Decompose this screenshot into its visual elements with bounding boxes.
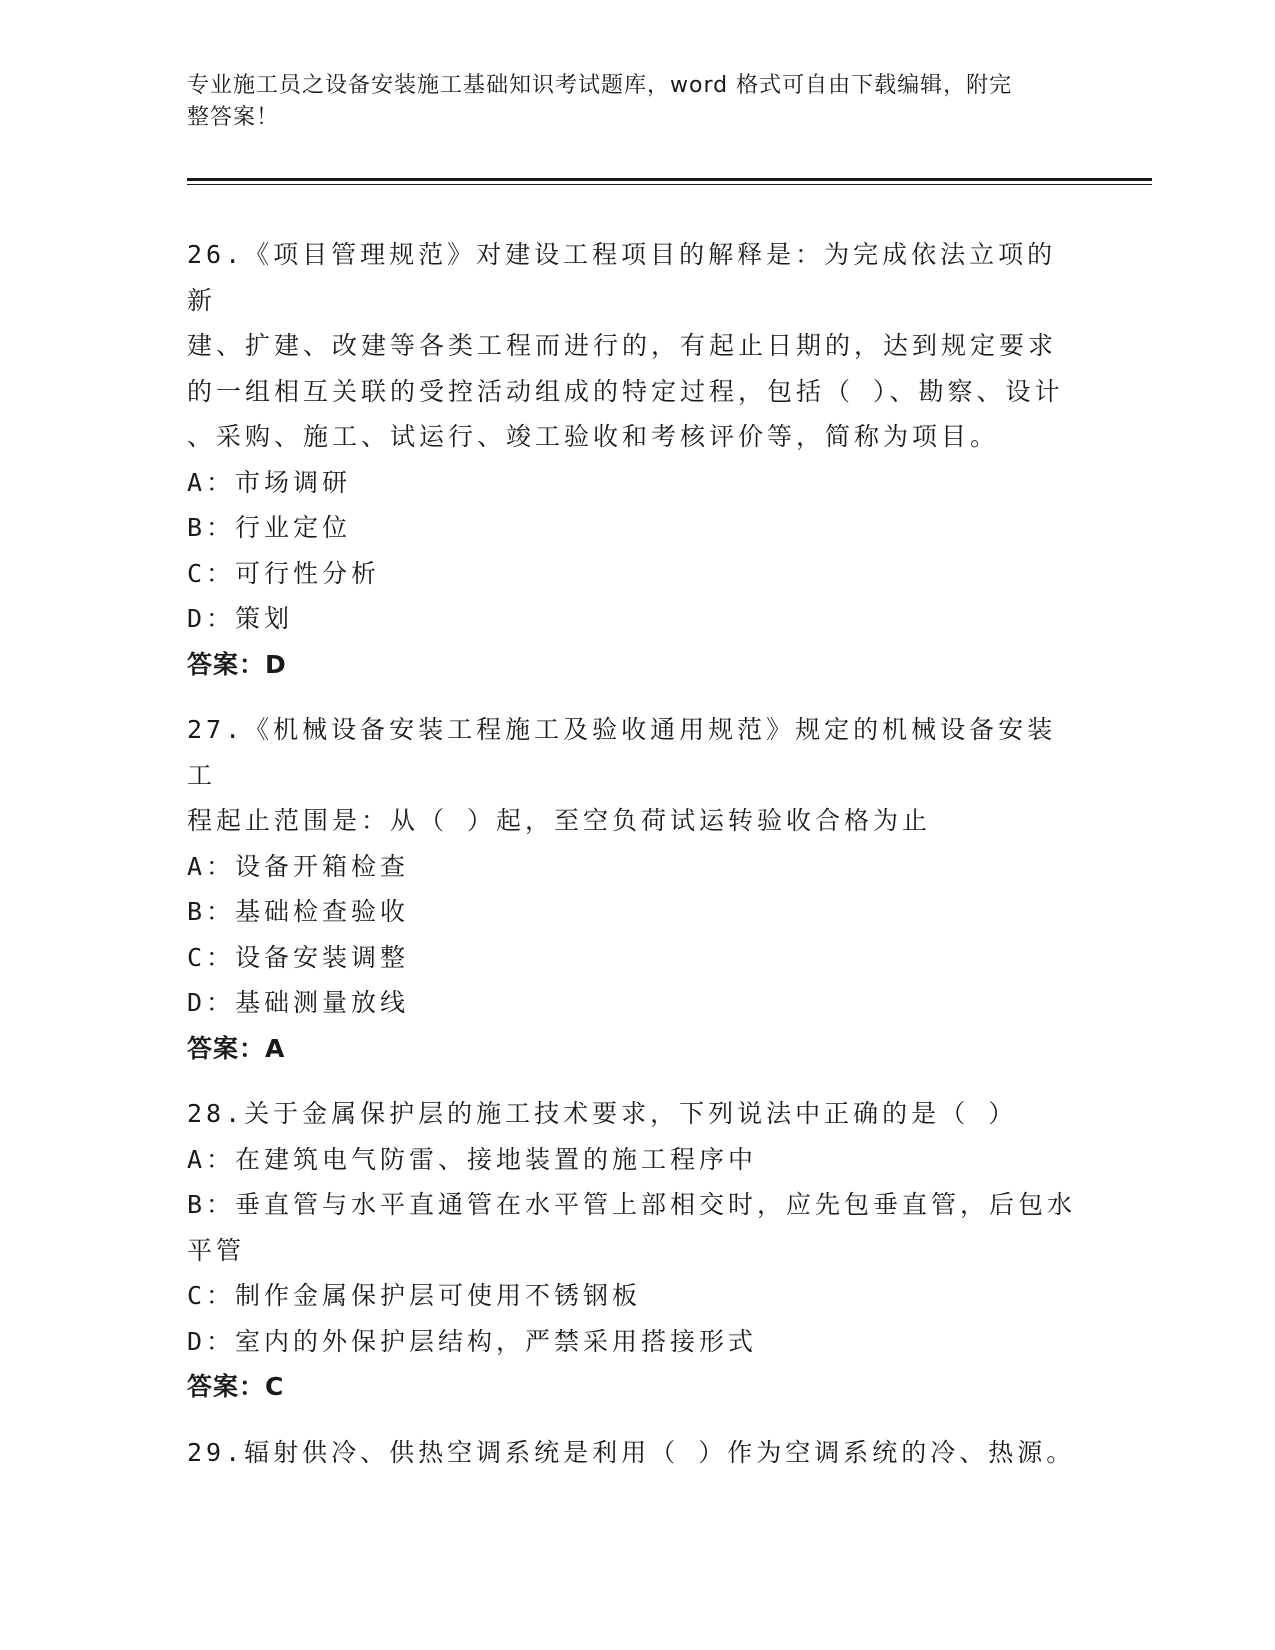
header-divider-thin <box>187 184 1152 185</box>
answer-text: 答案：D <box>187 649 287 679</box>
header-divider-thick <box>187 178 1152 181</box>
question-text-line: 27.《机械设备安装工程施工及验收通用规范》规定的机械设备安装工 <box>187 715 1057 790</box>
answer-text: 答案：C <box>187 1372 285 1401</box>
question-text-line: 建、扩建、改建等各类工程而进行的，有起止日期的，达到规定要求 <box>187 331 1058 360</box>
question-list <box>187 232 1077 1495</box>
question-text-line: 、采购、施工、试运行、竣工验收和考核评价等，简称为项目。 <box>187 422 1000 451</box>
question-text-line: 28.关于金属保护层的施工技术要求，下列说法中正确的是（ ） <box>187 1099 1018 1128</box>
question-27 <box>187 707 1077 1071</box>
question-text-line: 程起止范围是：从（ ）起，至空负荷试运转验收合格为止 <box>187 806 932 835</box>
option-b: B：基础检查验收 <box>187 897 410 926</box>
document-header <box>187 70 1067 134</box>
option-c: C：制作金属保护层可使用不锈钢板 <box>187 1281 642 1310</box>
header-line-2: 整答案！ <box>187 105 280 130</box>
question-26 <box>187 232 1077 687</box>
option-b: B：行业定位 <box>187 513 352 542</box>
header-line-1: 专业施工员之设备安装施工基础知识考试题库，word 格式可自由下载编辑，附完 <box>187 73 1013 98</box>
option-b: B：垂直管与水平直通管在水平管上部相交时，应先包垂直管，后包水 <box>187 1190 1077 1219</box>
option-d: D：策划 <box>187 604 294 633</box>
option-a: A：在建筑电气防雷、接地装置的施工程序中 <box>187 1144 758 1174</box>
question-28 <box>187 1091 1077 1410</box>
option-b-continued: 平管 <box>187 1235 246 1265</box>
option-d: D：基础测量放线 <box>187 988 410 1017</box>
question-29 <box>187 1430 1077 1476</box>
option-a: A：市场调研 <box>187 467 352 497</box>
option-c: C：设备安装调整 <box>187 942 410 972</box>
question-text-line: 29.辐射供冷、供热空调系统是利用（ ）作为空调系统的冷、热源。 <box>187 1437 1076 1467</box>
option-a: A：设备开箱检查 <box>187 851 410 881</box>
question-text-line: 26.《项目管理规范》对建设工程项目的解释是：为完成依法立项的新 <box>187 240 1057 315</box>
answer-text: 答案：A <box>187 1033 286 1063</box>
question-text-line: 的一组相互关联的受控活动组成的特定过程，包括（ ）、勘察、设计 <box>187 376 1064 406</box>
option-c: C：可行性分析 <box>187 558 381 588</box>
option-d: D：室内的外保护层结构，严禁采用搭接形式 <box>187 1326 758 1356</box>
